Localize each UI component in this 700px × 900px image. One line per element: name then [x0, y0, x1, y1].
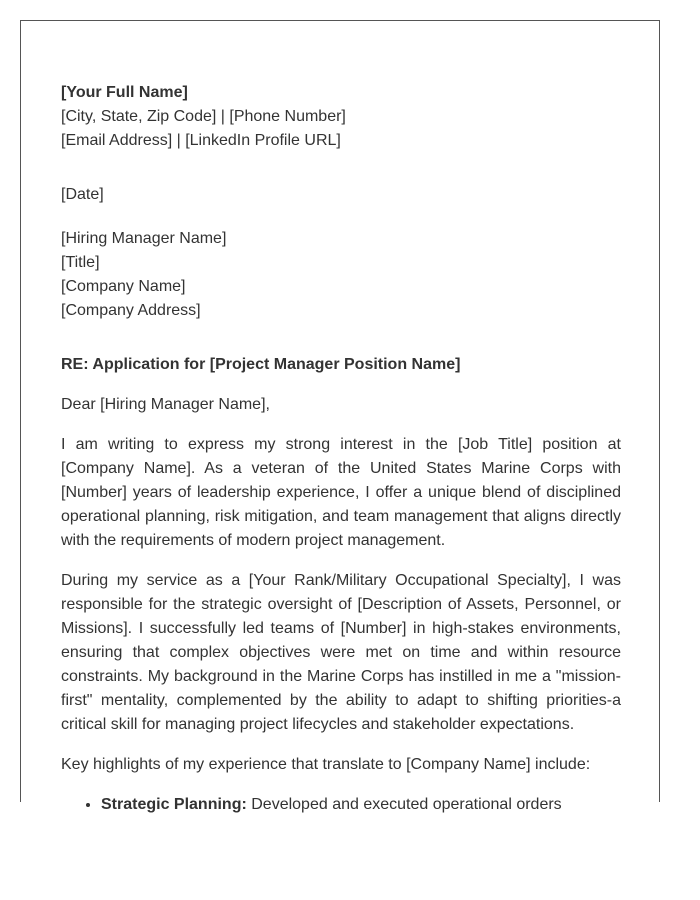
highlights-list [61, 793, 621, 817]
highlights-intro: Key highlights of my experience that translate to [Company Name] include: [61, 756, 591, 773]
salutation: Dear [Hiring Manager Name], [61, 396, 270, 413]
recipient-company: [Company Name] [61, 278, 186, 295]
body-paragraph-2: During my service as a [Your Rank/Military Occupational Specialty], I was responsible for the strategic oversight of [Description of Assets, Personnel, or Missions]. I successfully led teams of [Number] in high-stakes environments, ensuring that complex objectives were met on time and within resource constraints. My background in the Marine Corps has instilled in me a "mission-first" mentality, complemented by the ability to adapt to shifting priorities-a critical skill for managing project lifecycles and stakeholder expectations. [61, 572, 621, 733]
sender-location-phone: [City, State, Zip Code] | [Phone Number] [61, 108, 346, 125]
recipient-name: [Hiring Manager Name] [61, 230, 227, 247]
paragraph-wrapper-1 [61, 433, 621, 553]
list-item [101, 793, 621, 817]
paragraph-wrapper-3 [61, 753, 621, 777]
paragraph-wrapper-2 [61, 569, 621, 737]
highlight-text: Developed and executed operational orders [246, 796, 562, 813]
cover-letter-body [61, 81, 621, 817]
date-block [61, 183, 621, 207]
recipient-title: [Title] [61, 254, 100, 271]
document-page [20, 20, 660, 813]
body-paragraph-1: I am writing to express my strong interest in the [Job Title] position at [Company Name]. As a veteran of the United States Marine Corps with [Number] years of leadership experience, I offer a unique blend of disciplined operational planning, risk mitigation, and team management that aligns directly with the requirements of modern project management. [61, 436, 621, 549]
sender-block [61, 81, 621, 153]
subject-line: RE: Application for [Project Manager Position Name] [61, 356, 461, 373]
salutation-block [61, 393, 621, 417]
highlight-label: Strategic Planning: [101, 796, 247, 813]
subject-block [61, 353, 621, 377]
recipient-address: [Company Address] [61, 302, 201, 319]
letter-date: [Date] [61, 186, 104, 203]
recipient-block [61, 227, 621, 323]
sender-email-linkedin: [Email Address] | [LinkedIn Profile URL] [61, 132, 341, 149]
sender-name: [Your Full Name] [61, 84, 188, 101]
